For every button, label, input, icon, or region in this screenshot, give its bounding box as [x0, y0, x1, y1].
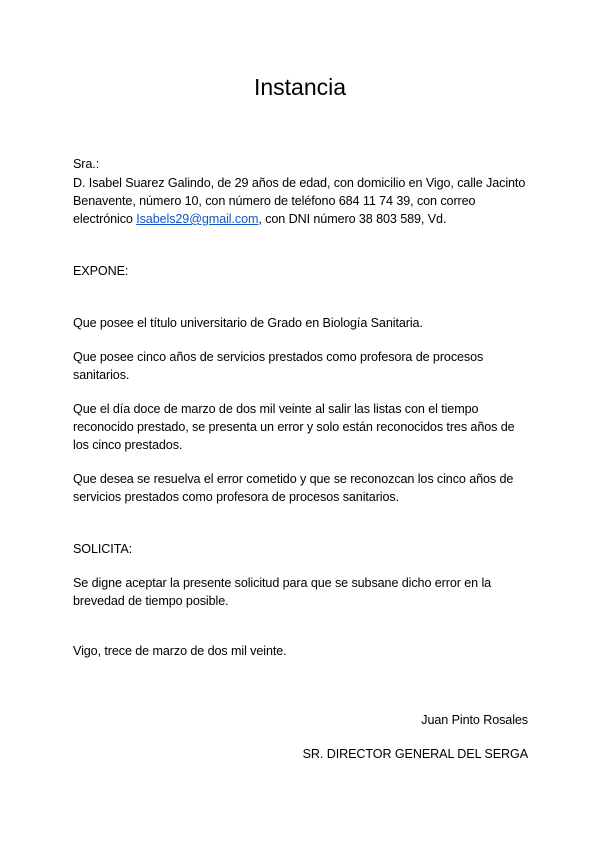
- intro-text-part1: D. Isabel Suarez Galindo, de 29 años de edad, con domicilio en Vigo, calle Jacinto Benavente, número 10, con número de teléfono 684 11 74 39, con correo electrónico: [73, 176, 526, 226]
- solicita-text: Se digne aceptar la presente solicitud para que se subsane dicho error en la brevedad de tiempo posible.: [73, 576, 492, 608]
- salutation: Sra.:: [73, 157, 100, 171]
- signature-name: Juan Pinto Rosales: [421, 713, 528, 727]
- solicita-heading: SOLICITA:: [73, 542, 133, 556]
- recipient-line: SR. DIRECTOR GENERAL DEL SERGA: [302, 747, 528, 761]
- expone-item-4: Que desea se resuelva el error cometido y que se reconozcan los cinco años de servicios prestados como profesora de procesos sanitarios.: [73, 472, 514, 504]
- expone-item-3: Que el día doce de marzo de dos mil veinte al salir las listas con el tiempo reconocido prestado, se presenta un error y solo están reconocidos tres años de los cinco prestados.: [73, 402, 515, 452]
- intro-text-part2: , con DNI número 38 803 589, Vd.: [258, 212, 447, 226]
- intro-paragraph: [73, 174, 533, 228]
- expone-heading: EXPONE:: [73, 264, 129, 278]
- expone-item-1: Que posee el título universitario de Grado en Biología Sanitaria.: [73, 316, 423, 330]
- document-title: Instancia: [253, 74, 347, 100]
- expone-item-2: Que posee cinco años de servicios prestados como profesora de procesos sanitarios.: [73, 350, 484, 382]
- email-link[interactable]: Isabels29@gmail.com: [136, 212, 259, 226]
- place-date: Vigo, trece de marzo de dos mil veinte.: [73, 644, 287, 658]
